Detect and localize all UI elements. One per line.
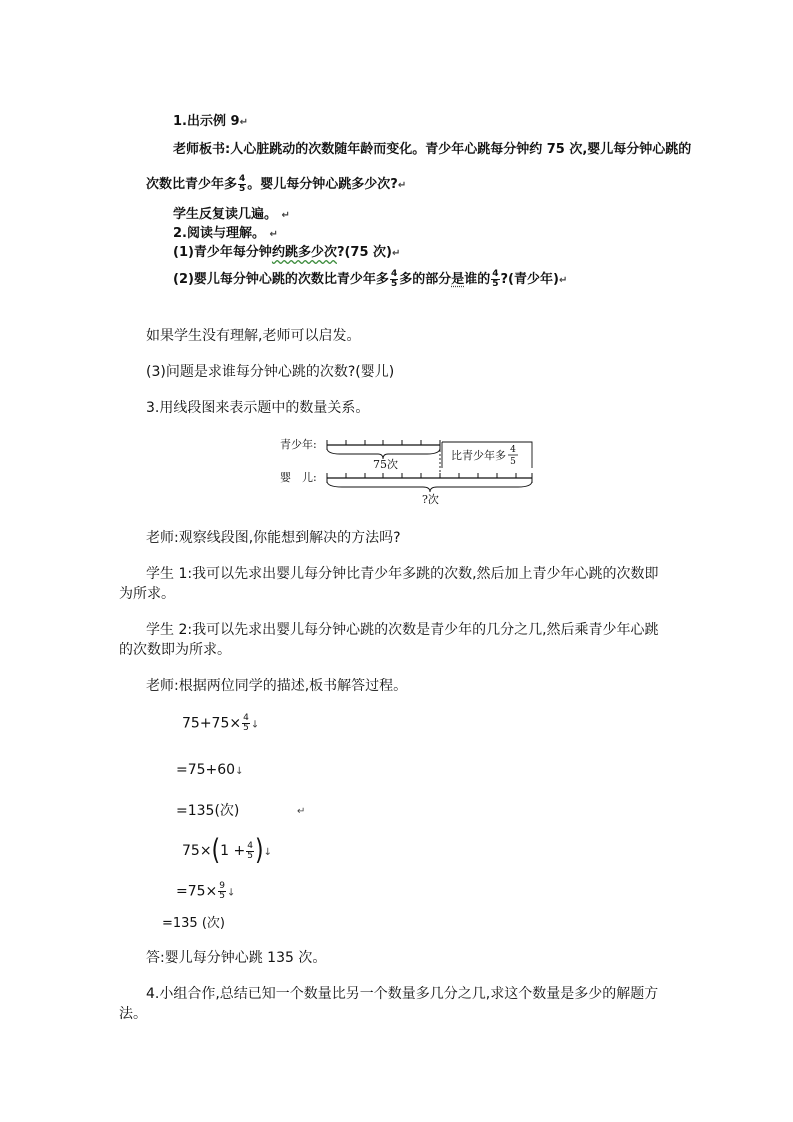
question-2 <box>173 270 567 289</box>
answer-line: 答:婴儿每分钟心跳 135 次。 <box>146 950 327 966</box>
teacher-board: 老师:根据两位同学的描述,板书解答过程。 <box>146 678 408 694</box>
line-break-mark: ↓ <box>227 887 236 899</box>
fraction-numerator: 4 <box>247 840 253 851</box>
board-text-line2-b: 。婴儿每分钟心跳多少次? <box>247 177 398 192</box>
extra-fraction-num: 4 <box>510 445 516 455</box>
fraction-denominator: 5 <box>239 184 246 194</box>
hint-line: 如果学生没有理解,老师可以启发。 <box>146 328 361 344</box>
section4-line2: 法。 <box>119 1006 147 1022</box>
student1-line1: 学生 1:我可以先求出婴儿每分钟比青少年多跳的次数,然后加上青少年心跳的次数即 <box>146 566 659 582</box>
return-mark: ↵ <box>397 180 407 191</box>
question-1-a: (1)青少年每分钟 <box>173 245 272 260</box>
extra-label: 比青少年多 <box>451 449 506 462</box>
baby-label: 婴 儿: <box>280 471 317 484</box>
fraction-denominator: 5 <box>243 723 249 733</box>
calc-m1-expr: 75+75× <box>182 715 242 732</box>
diagram-heading: 3.用线段图来表示题中的数量关系。 <box>146 400 370 416</box>
calc-m1-r3: =135(次) <box>176 803 240 819</box>
question-2-c: 谁的 <box>464 272 491 287</box>
return-mark: ↵ <box>239 117 248 128</box>
question-2-marked: 是 <box>451 272 465 287</box>
calc-m2-inner: 1 + <box>220 843 246 859</box>
line-break-mark: ↓ <box>250 719 260 731</box>
return-mark: ↵ <box>558 275 568 286</box>
fraction-numerator: 4 <box>492 269 499 279</box>
fraction <box>246 842 254 861</box>
line-break-mark: ↓ <box>263 847 272 858</box>
calc-method1-line2 <box>176 762 243 779</box>
calc-method2-line2 <box>176 882 235 901</box>
fraction <box>218 882 226 901</box>
paren-open: ( <box>211 834 221 867</box>
question-2-b: 多的部分 <box>399 272 452 287</box>
question-1 <box>173 245 400 261</box>
fraction-numerator: 9 <box>219 881 226 891</box>
reading-heading-text: 2.阅读与理解。 <box>173 226 265 241</box>
teacher-question: 老师:观察线段图,你能想到解决的方法吗? <box>146 530 401 546</box>
board-text-line2-a: 次数比青少年多 <box>146 177 238 192</box>
paren-close: ) <box>254 834 264 867</box>
fraction <box>242 714 250 733</box>
fraction-denominator: 5 <box>247 850 253 861</box>
extra-fraction-den: 5 <box>510 457 516 467</box>
student2-line1: 学生 2:我可以先求出婴儿每分钟心跳的次数是青少年的几分之几,然后乘青少年心跳 <box>146 622 659 638</box>
calc-m2-r2: =75× <box>176 883 218 900</box>
teen-label: 青少年: <box>280 438 317 451</box>
return-mark: ↵ <box>281 210 290 221</box>
teen-brace-label: 75次 <box>373 458 398 471</box>
return-mark: ↵ <box>297 806 306 817</box>
return-mark: ↵ <box>269 229 278 240</box>
line-break-mark: ↓ <box>235 766 244 777</box>
fraction-numerator: 4 <box>239 174 246 184</box>
question-3: (3)问题是求谁每分钟心跳的次数?(婴儿) <box>146 364 395 380</box>
question-1-b: ?(75 次) <box>336 245 392 260</box>
question-2-d: ?(青少年) <box>500 272 559 287</box>
fraction <box>238 175 246 194</box>
fraction-denominator: 5 <box>492 279 499 289</box>
student2-line2: 的次数即为所求。 <box>119 642 231 658</box>
reread-text: 学生反复读几遍。 <box>173 207 278 222</box>
total-brace <box>327 481 532 492</box>
return-mark: ↵ <box>392 248 401 259</box>
fraction-denominator: 5 <box>219 891 226 901</box>
reread-line <box>173 207 290 223</box>
total-brace-label: ?次 <box>422 493 439 506</box>
example-heading-text: 1.出示例 9 <box>173 114 240 129</box>
reading-heading <box>173 226 278 242</box>
line-segment-diagram <box>270 428 550 508</box>
student1-line2: 为所求。 <box>119 586 175 602</box>
calc-method1-line1 <box>182 714 259 733</box>
fraction-denominator: 5 <box>390 279 398 289</box>
question-1-marked: 约跳多少次 <box>271 245 337 260</box>
calc-m1-r2: =75+60 <box>176 762 236 778</box>
calc-method1-line3 <box>176 803 239 820</box>
fraction <box>491 270 499 289</box>
calc-m2-expr: 75× <box>182 843 212 859</box>
example-heading <box>173 114 248 130</box>
fraction-numerator: 4 <box>390 269 398 279</box>
calc-method2-line1 <box>182 834 272 867</box>
board-text-line2 <box>146 175 406 194</box>
section4-line1: 4.小组合作,总结已知一个数量比另一个数量多几分之几,求这个数量是多少的解题方 <box>146 986 659 1002</box>
question-2-a: (2)婴儿每分钟心跳的次数比青少年多 <box>173 272 389 287</box>
calc-method2-line3: =135 (次) <box>162 916 225 931</box>
board-text-line1: 老师板书:人心脏跳动的次数随年龄而变化。青少年心跳每分钟约 75 次,婴儿每分钟心跳的 <box>173 142 692 157</box>
fraction <box>390 270 398 289</box>
fraction-numerator: 4 <box>243 713 249 723</box>
